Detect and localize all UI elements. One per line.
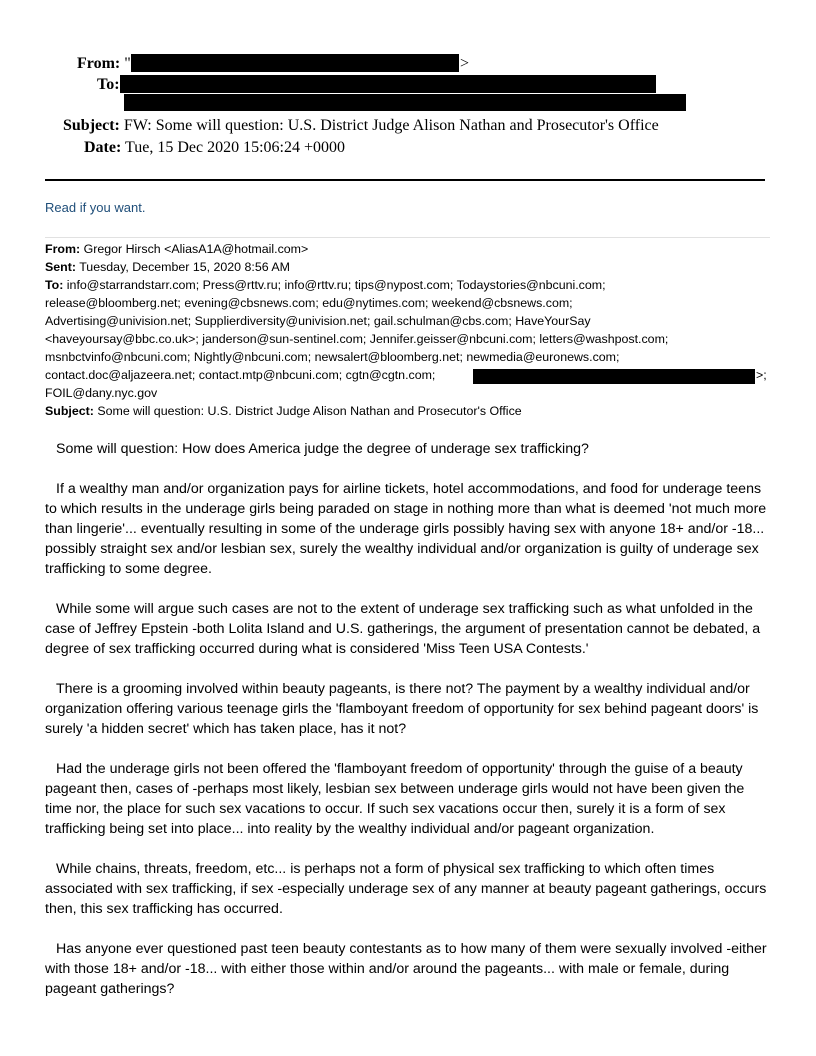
header-subject-value: FW: Some will question: U.S. District Judge Alison Nathan and Prosecutor's Office bbox=[123, 117, 659, 134]
header-to-row bbox=[97, 75, 120, 95]
message-body bbox=[45, 439, 773, 1019]
header-divider bbox=[45, 179, 765, 181]
forwarded-sent-value: Tuesday, December 15, 2020 8:56 AM bbox=[79, 260, 290, 274]
redaction-bar bbox=[124, 94, 686, 111]
forwarded-to-line: Advertising@univision.net; Supplierdiversity@univision.net; gail.schulman@cbs.com; HaveYourSay bbox=[45, 314, 591, 328]
redaction-bar bbox=[131, 54, 459, 72]
forwarded-to-line: release@bloomberg.net; evening@cbsnews.com; edu@nytimes.com; weekend@cbsnews.com; bbox=[45, 296, 573, 310]
header-date-value: Tue, 15 Dec 2020 15:06:24 +0000 bbox=[125, 139, 346, 156]
forwarded-header bbox=[45, 240, 775, 420]
forwarded-from-line bbox=[45, 240, 775, 258]
header-subject-label: Subject: bbox=[63, 117, 120, 134]
header-from-row bbox=[77, 54, 131, 74]
forwarded-subject-value: Some will question: U.S. District Judge Alison Nathan and Prosecutor's Office bbox=[97, 404, 522, 418]
forwarded-from-label: From: bbox=[45, 242, 81, 256]
body-paragraph: Had the underage girls not been offered the 'flamboyant freedom of opportunity' through the guise of a beauty pageant then, cases of -perhaps most likely, lesbian sex between underage girls would not have been given the time nor, the place for such sex vacations to occur. If such sex vacations occur then, surely it is a form of sex trafficking being set into place... into reality by the wealthy individual and/or pageant organization. bbox=[45, 761, 745, 837]
forwarded-to-line6-prefix: contact.doc@aljazeera.net; contact.mtp@nbcuni.com; cgtn@cgtn.com; bbox=[45, 368, 436, 382]
header-date-label: Date: bbox=[84, 139, 122, 156]
body-paragraph: There is a grooming involved within beauty pageants, is there not? The payment by a wealthy individual and/or organization offering various teenage girls the 'flamboyant freedom of opportunity for sex behind pageant doors' is surely 'a hidden secret' which has taken place, has it not? bbox=[45, 681, 759, 737]
body-paragraph: If a wealthy man and/or organization pays for airline tickets, hotel accommodations, and food for underage teens to which results in the underage girls being paraded on stage in nothing more than what is deemed 'not much more than lingerie'... eventually resulting in some of the underage girls possibly having sex with anyone 18+ and/or -18... possibly straight sex and/or lesbian sex, surely the wealthy individual and/or organization is guilty of underage sex trafficking to some degree. bbox=[45, 481, 767, 577]
forwarded-to-line bbox=[45, 276, 775, 294]
body-paragraph: While chains, threats, freedom, etc... is perhaps not a form of physical sex trafficking to which often times associated with sex trafficking, if sex -especially underage sex of any manner at beauty pageant gatherings, occurs then, this sex trafficking has occurred. bbox=[45, 861, 767, 917]
forwarded-to-value: info@starrandstarr.com; Press@rttv.ru; info@rttv.ru; tips@nypost.com; Todaystories@nbcuni.com; bbox=[66, 278, 606, 292]
forward-divider bbox=[45, 237, 770, 238]
forwarded-to-line: <haveyoursay@bbc.co.uk>; janderson@sun-sentinel.com; Jennifer.geisser@nbcuni.com; letters@washpost.com; bbox=[45, 332, 669, 346]
forwarded-to-line6-suffix: >; bbox=[756, 368, 767, 382]
forwarded-sent-line bbox=[45, 258, 775, 276]
body-paragraph: Some will question: How does America judge the degree of underage sex trafficking? bbox=[56, 441, 589, 457]
redaction-bar bbox=[120, 75, 656, 93]
header-from-close: > bbox=[460, 55, 470, 72]
intro-note: Read if you want. bbox=[45, 200, 146, 215]
forwarded-from-value: Gregor Hirsch <AliasA1A@hotmail.com> bbox=[83, 242, 309, 256]
header-to-label: To: bbox=[97, 76, 120, 93]
forwarded-to-line: FOIL@dany.nyc.gov bbox=[45, 386, 158, 400]
redaction-bar bbox=[473, 369, 755, 384]
header-from-open-quote: " bbox=[124, 55, 131, 72]
body-paragraph: Has anyone ever questioned past teen beauty contestants as to how many of them were sexually involved -either with those 18+ and/or -18... with either those within and/or around the pageants... with male or female, during pageant gatherings? bbox=[45, 941, 767, 997]
header-date-row bbox=[84, 138, 345, 158]
header-from-label: From: bbox=[77, 55, 121, 72]
forwarded-subject-label: Subject: bbox=[45, 404, 94, 418]
forwarded-to-label: To: bbox=[45, 278, 64, 292]
forwarded-sent-label: Sent: bbox=[45, 260, 76, 274]
forwarded-subject-line bbox=[45, 402, 775, 420]
forwarded-to-line: msnbctvinfo@nbcuni.com; Nightly@nbcuni.com; newsalert@bloomberg.net; newmedia@euronews.com; bbox=[45, 350, 620, 364]
header-subject-row bbox=[63, 116, 659, 136]
body-paragraph: While some will argue such cases are not to the extent of underage sex trafficking such as what unfolded in the case of Jeffrey Epstein -both Lolita Island and U.S. gatherings, the argument of presentation cannot be debated, a degree of sex trafficking occurred during what is considered 'Miss Teen USA Contests.' bbox=[45, 601, 761, 657]
